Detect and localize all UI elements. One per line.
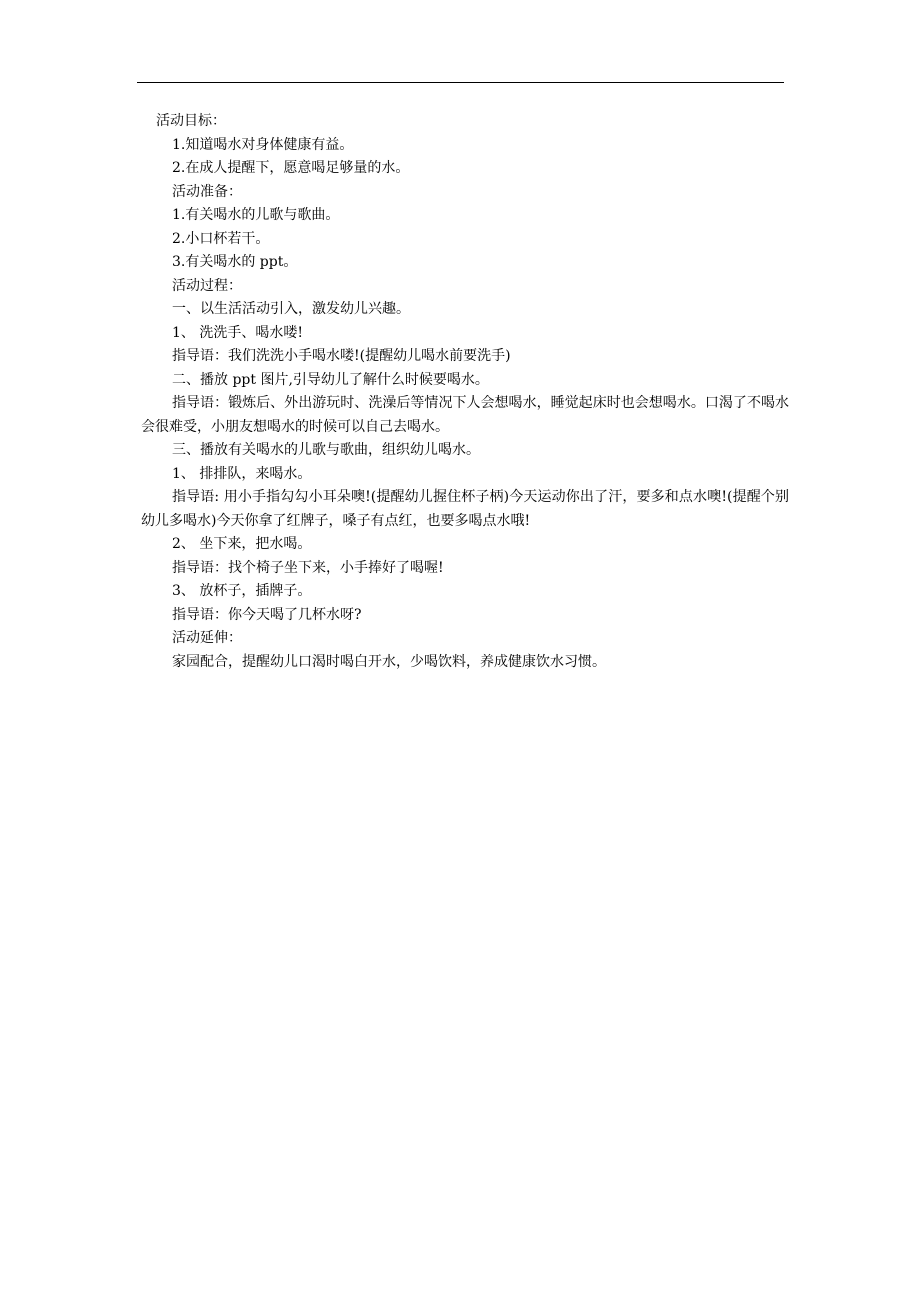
header-rule — [137, 82, 784, 83]
heading-activity-prep: 活动准备： — [172, 183, 242, 200]
prep-item-1: 1.有关喝水的儿歌与歌曲。 — [172, 207, 340, 223]
extension-item-1: 家园配合，提醒幼儿口渴时喝白开水，少喝饮料，养成健康饮水习惯。 — [172, 653, 606, 670]
process-step-2: 二、播放 ppt 图片,引导幼儿了解什么时候要喝水。 — [172, 371, 489, 388]
guide-text-2: 指导语：锻炼后、外出游玩时、洗澡后等情况下人会想喝水，睡觉起床时也会想喝水。口渴了不喝水会很难受，小朋友想喝水的时候可以自己去喝水。 — [141, 395, 789, 435]
guide-text-5: 指导语：你今天喝了几杯水呀? — [172, 606, 362, 623]
document-body — [141, 110, 797, 674]
guide-text-4: 指导语：找个椅子坐下来，小手捧好了喝喔! — [172, 559, 444, 576]
process-step-1: 一、以生活活动引入，激发幼儿兴趣。 — [172, 301, 410, 317]
process-step-3: 三、播放有关喝水的儿歌与歌曲，组织幼儿喝水。 — [172, 442, 480, 458]
heading-activity-goal: 活动目标： — [156, 113, 226, 129]
guide-text-3: 指导语: 用小手指勾勾小耳朵噢!(提醒幼儿握住杯子柄)今天运动你出了汗，要多和点水噢!(提醒个别幼儿多喝水)今天你拿了红牌子，嗓子有点红，也要多喝点水哦! — [141, 489, 789, 529]
goal-item-1: 1.知道喝水对身体健康有益。 — [172, 136, 354, 153]
process-substep-3-1: 1、 排排队，来喝水。 — [172, 465, 312, 482]
heading-activity-process: 活动过程： — [172, 277, 242, 294]
process-substep-3-3: 3、 放杯子，插牌子。 — [172, 583, 312, 599]
heading-activity-extension: 活动延伸： — [172, 630, 242, 646]
guide-text-1: 指导语：我们洗洗小手喝水喽!(提醒幼儿喝水前要洗手) — [172, 348, 511, 364]
prep-item-2: 2.小口杯若干。 — [172, 230, 270, 247]
process-substep-3-2: 2、 坐下来，把水喝。 — [172, 536, 312, 552]
process-substep-1-1: 1、 洗洗手、喝水喽! — [172, 324, 303, 341]
goal-item-2: 2.在成人提醒下，愿意喝足够量的水。 — [172, 160, 410, 176]
prep-item-3: 3.有关喝水的 ppt。 — [172, 254, 298, 270]
